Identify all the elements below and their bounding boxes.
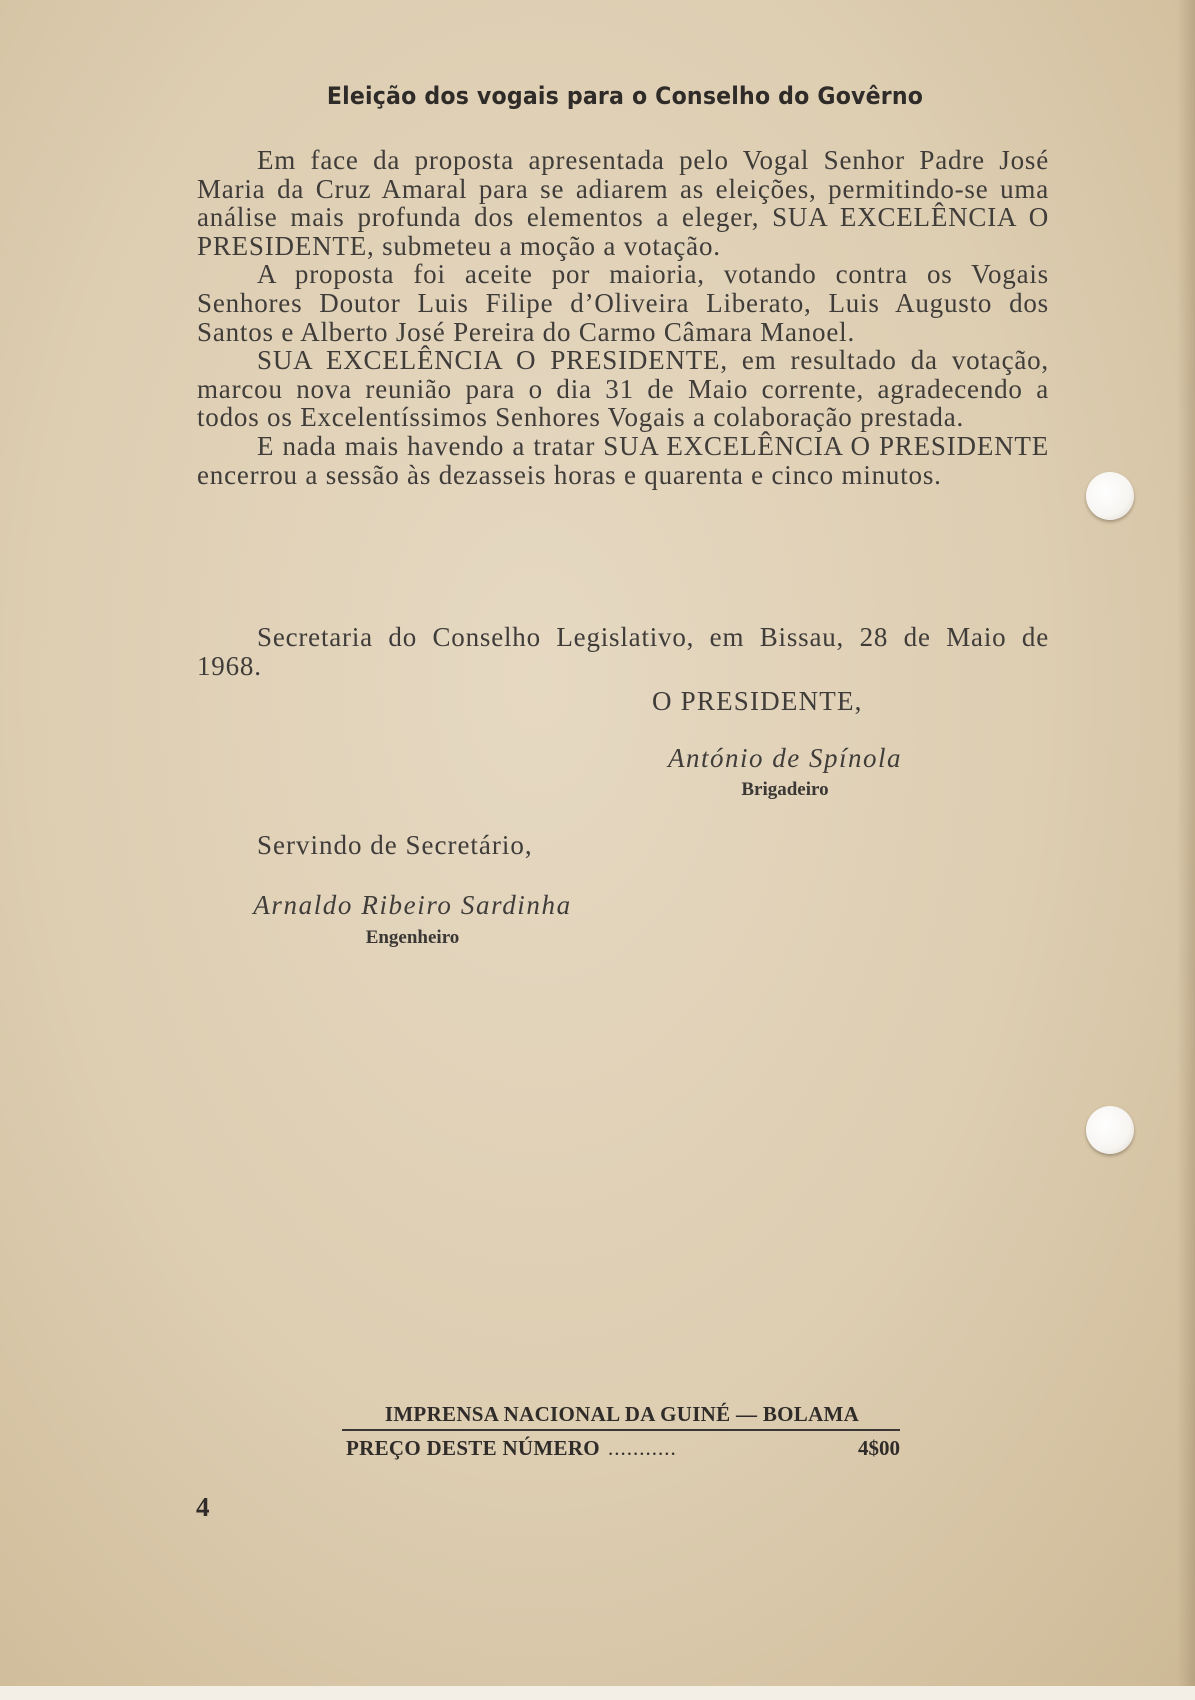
punch-hole-bottom — [1086, 1106, 1134, 1154]
paragraph-new-meeting: SUA EXCELÊNCIA O PRESIDENTE, em resultado da votação, marcou nova reunião para o dia 31 de Maio corrente, agradecendo a todos os Excelentíssimos Senhores Vogais a colaboração prestada. — [197, 345, 1049, 433]
president-signature-name: António de Spínola — [668, 743, 902, 773]
section-heading: Eleição dos vogais para o Conselho do Govêrno — [326, 82, 924, 110]
secretary-profession: Engenheiro — [365, 927, 460, 948]
price-leader-dots: ........... — [607, 1436, 677, 1460]
secretary-signature-name: Arnaldo Ribeiro Sardinha — [253, 890, 572, 920]
paragraph-motion: Em face da proposta apresentada pelo Vogal Senhor Padre José Maria da Cruz Amaral para se adiarem as eleições, permitindo-se uma análise mais profunda dos elementos a eleger, SUA EXCELÊNCIA O PRESIDENTE, submeteu a moção a votação. — [197, 145, 1049, 261]
minutes-body — [197, 146, 1049, 489]
page-edge-shadow — [1177, 0, 1195, 1700]
price-left-group — [346, 1436, 677, 1461]
printer-imprint: IMPRENSA NACIONAL DA GUINÉ — BOLAMA — [384, 1402, 860, 1426]
punch-hole-top — [1086, 472, 1134, 520]
price-value: 4$00 — [858, 1436, 900, 1460]
page-number: 4 — [196, 1492, 210, 1522]
president-rank: Brigadeiro — [741, 779, 829, 800]
secretary-title: Servindo de Secretário, — [257, 830, 533, 860]
price-label: PREÇO DESTE NÚMERO — [346, 1436, 600, 1460]
paragraph-vote-result: A proposta foi aceite por maioria, votando contra os Vogais Senhores Doutor Luis Filipe d’Oliveira Liberato, Luis Augusto dos Santos e Alberto José Pereira do Carmo Câmara Manoel. — [197, 259, 1049, 347]
location-date: Secretaria do Conselho Legislativo, em Bissau, 28 de Maio de 1968. — [197, 622, 1049, 681]
price-row — [346, 1436, 900, 1461]
page-bottom-edge — [0, 1686, 1195, 1700]
paragraph-closing: E nada mais havendo a tratar SUA EXCELÊNCIA O PRESIDENTE encerrou a sessão às dezasseis horas e quarenta e cinco minutos. — [197, 430, 1049, 490]
president-title: O PRESIDENTE, — [652, 686, 863, 716]
imprint-divider — [342, 1429, 900, 1431]
